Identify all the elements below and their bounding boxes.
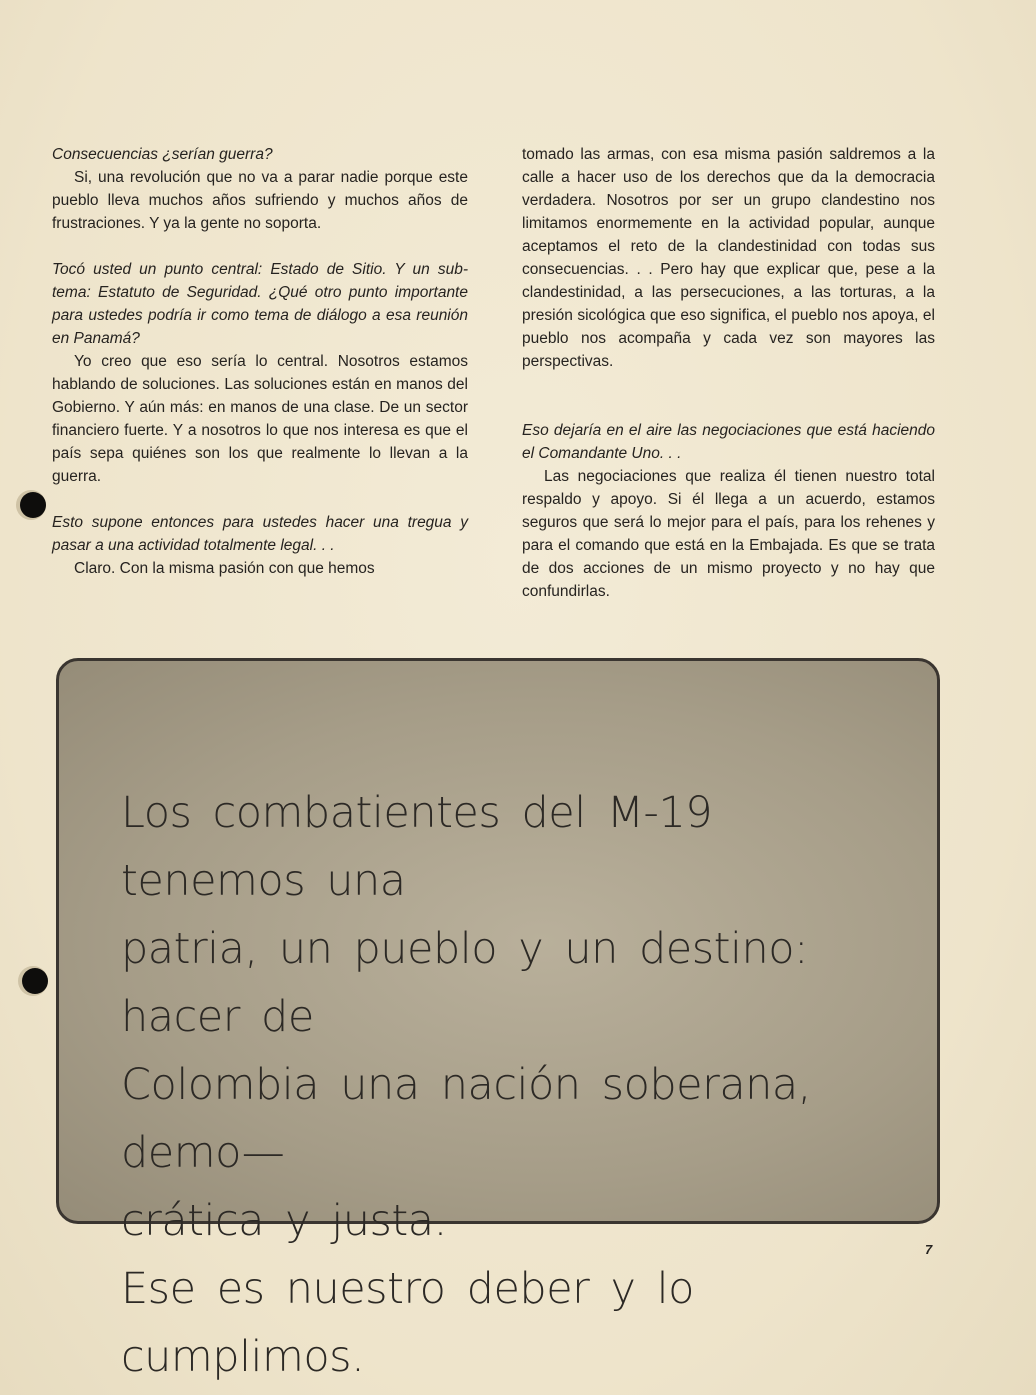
answer-3-continued: tomado las armas, con esa misma pasión saldremos a la calle a hacer uso de los derechos que da la democracia verdadera. Nosotros por ser un grupo clandestino nos limitamos enormemente en la actividad popular, aunque aceptamos el reto de la clandestinidad con todas sus consecuencias. . . Pero hay que explicar que, pese a la clandestinidad, a las persecuciones, a las torturas, a la presión sicológica que eso significa, el pueblo nos apoya, el pueblo nos acompaña y cada vez son mayores las perspectivas. <box>522 146 935 370</box>
question-3: Esto supone entonces para ustedes hacer una tregua y pasar a una actividad totalmente legal. . . <box>52 514 468 554</box>
question-1: Consecuencias ¿serían guerra? <box>52 146 273 163</box>
binder-hole-top <box>20 492 46 518</box>
question-2: Tocó usted un punto central: Estado de Sitio. Y un sub-tema: Estatuto de Seguridad. ¿Qué otro punto importante para ustedes podría ir como tema de diálogo a esa reunión en Panamá? <box>52 261 468 347</box>
banner-line: patria, un pueblo y un destino: hacer de <box>121 924 809 1042</box>
answer-1: Si, una revolución que no va a parar nadie porque este pueblo lleva muchos años sufriendo y muchos años de frustraciones. Y ya la gente no soporta. <box>52 169 468 232</box>
question-4: Eso dejaría en el aire las negociaciones que está haciendo el Comandante Uno. . . <box>522 422 935 462</box>
binder-hole-bottom <box>22 968 48 994</box>
banner-line: Colombia una nación soberana, demo— <box>121 1060 811 1178</box>
page-number: 7 <box>925 1242 933 1257</box>
banner-quote <box>121 779 901 1391</box>
banner-line: Los combatientes del M-19 tenemos una <box>121 788 713 906</box>
quote-banner <box>56 658 940 1382</box>
answer-2: Yo creo que eso sería lo central. Nosotros estamos hablando de soluciones. Las soluciones están en manos del Gobierno. Y aún más: en manos de una clase. De un sector financiero fuerte. Y a nosotros lo que nos interesa es que el país sepa quiénes son los que realmente lo llevan a la guerra. <box>52 353 468 485</box>
answer-4: Las negociaciones que realiza él tienen nuestro total respaldo y apoyo. Si él llega a un acuerdo, estamos seguros que será lo mejor para el país, para los rehenes y para el comando que está en la Embajada. Es que se trata de dos acciones de un mismo proyecto y no hay que confundirlas. <box>522 468 935 600</box>
right-column <box>522 143 935 603</box>
banner-line: crática y justa. <box>121 1196 447 1246</box>
answer-3: Claro. Con la misma pasión con que hemos <box>74 560 375 577</box>
left-column <box>52 143 468 580</box>
banner-line: Ese es nuestro deber y lo cumplimos. <box>121 1264 694 1382</box>
